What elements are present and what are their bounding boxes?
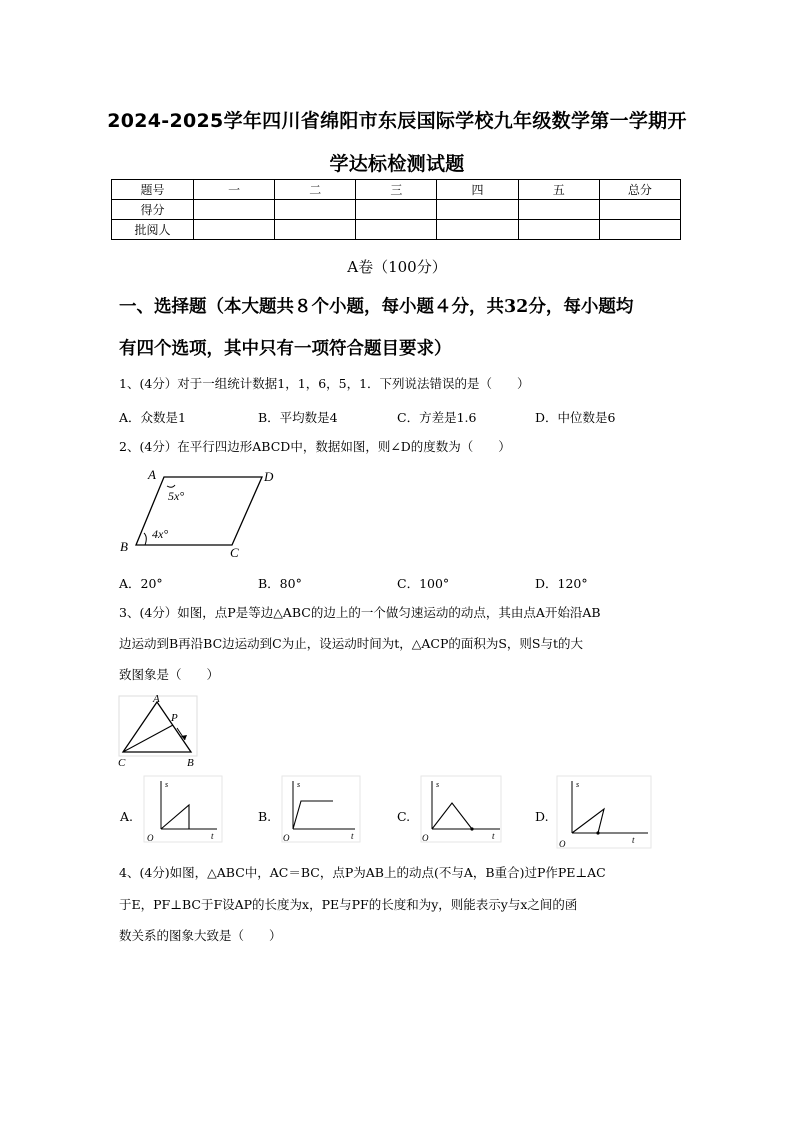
q1-stem: 1、(4分）对于一组统计数据1，1，6，5，1．下列说法错误的是（ ） <box>119 376 530 391</box>
score-cell <box>356 200 437 220</box>
header-cell: 三 <box>356 180 437 200</box>
q1-option-c: C．方差是1.6 <box>397 410 477 425</box>
vertex-c-label: C <box>118 757 126 769</box>
graph-frame <box>282 776 360 842</box>
graph-c-curve <box>432 803 472 829</box>
vertex-b-label: B <box>187 757 194 769</box>
t-label: t <box>492 831 495 841</box>
parallelogram-figure <box>112 465 282 560</box>
graph-a <box>143 775 225 845</box>
t-label: t <box>211 831 214 841</box>
s-label: s <box>576 780 580 789</box>
vertex-d-label: D <box>264 469 274 484</box>
q3-option-b-label: B. <box>258 809 272 824</box>
graph-c <box>420 775 504 845</box>
q3-option-a-label: A. <box>120 809 134 824</box>
origin-label: O <box>422 833 429 843</box>
graph-frame <box>557 776 651 848</box>
end-point <box>596 831 599 834</box>
q4-line-3: 数关系的图象大致是（ ） <box>119 928 282 943</box>
q2-option-b: B．80° <box>258 576 302 591</box>
triangle-figure <box>117 694 201 770</box>
score-cell <box>599 200 680 220</box>
graph-b <box>281 775 363 845</box>
reviewer-cell <box>518 220 599 240</box>
header-cell: 总分 <box>599 180 680 200</box>
q2-option-a: A．20° <box>119 576 163 591</box>
angle-a-label: 5x° <box>168 489 185 503</box>
q2-option-d: D．120° <box>535 576 588 591</box>
point-p-label: P <box>171 712 178 724</box>
angle-arc-b <box>144 533 146 545</box>
graph-frame <box>421 776 501 842</box>
reviewer-cell <box>194 220 275 240</box>
q1-option-a: A．众数是1 <box>119 410 186 425</box>
row-label: 批阅人 <box>112 220 194 240</box>
header-cell: 一 <box>194 180 275 200</box>
score-cell <box>275 200 356 220</box>
q3-line-1: 3、(4分）如图，点P是等边△ABC的边上的一个做匀速运动的动点，其由点A开始沿AB <box>119 605 601 620</box>
s-label: s <box>165 780 169 789</box>
score-cell <box>194 200 275 220</box>
header-cell: 四 <box>437 180 518 200</box>
reviewer-cell <box>275 220 356 240</box>
t-label: t <box>351 831 354 841</box>
title-line-2: 学达标检测试题 <box>329 153 465 175</box>
q3-line-3: 致图象是（ ） <box>119 667 220 682</box>
q3-option-d-label: D. <box>535 809 549 824</box>
reviewer-cell <box>437 220 518 240</box>
vertex-a-label: A <box>148 467 156 482</box>
q2-stem: 2、(4分）在平行四边形ABCD中，数据如图，则∠D的度数为（ ） <box>119 439 511 454</box>
graph-a-curve <box>161 805 189 829</box>
t-label: t <box>632 835 635 845</box>
header-cell: 题号 <box>112 180 194 200</box>
vertex-b-label: B <box>120 539 128 554</box>
reviewer-row <box>112 220 681 240</box>
score-cell <box>437 200 518 220</box>
s-label: s <box>297 780 301 789</box>
q3-option-c-label: C. <box>397 809 411 824</box>
angle-arc-a <box>167 485 175 487</box>
q2-option-c: C．100° <box>397 576 450 591</box>
header-cell: 二 <box>275 180 356 200</box>
origin-label: O <box>559 839 566 849</box>
score-row <box>112 200 681 220</box>
score-table-header-row <box>112 180 681 200</box>
origin-label: O <box>283 833 290 843</box>
equilateral-triangle <box>123 702 191 752</box>
segment-cp <box>123 725 173 752</box>
graph-d-curve <box>572 809 604 833</box>
vertex-a-label: A <box>153 694 160 705</box>
reviewer-cell <box>356 220 437 240</box>
s-label: s <box>436 780 440 789</box>
row-label: 得分 <box>112 200 194 220</box>
q1-option-d: D．中位数是6 <box>535 410 616 425</box>
part1-heading-line-2: 有四个选项，其中只有一项符合题目要求） <box>119 339 452 359</box>
section-a-heading: A卷（100分） <box>347 258 447 276</box>
q4-line-2: 于E，PF⊥BC于F设AP的长度为x，PE与PF的长度和为y，则能表示y与x之间的函 <box>119 897 578 912</box>
q1-option-b: B．平均数是4 <box>258 410 338 425</box>
reviewer-cell <box>599 220 680 240</box>
graph-d <box>556 775 654 855</box>
graph-b-curve <box>293 801 333 829</box>
angle-b-label: 4x° <box>152 527 169 541</box>
title-line-1: 2024-2025学年四川省绵阳市东辰国际学校九年级数学第一学期开 <box>107 110 687 132</box>
end-point <box>470 827 473 830</box>
header-cell: 五 <box>518 180 599 200</box>
origin-label: O <box>147 833 154 843</box>
q4-line-1: 4、(4分)如图，△ABC中，AC＝BC，点P为AB上的动点(不与A，B重合)过P作PE⊥AC <box>119 865 606 880</box>
q3-line-2: 边运动到B再沿BC边运动到C为止，设运动时间为t，△ACP的面积为S，则S与t的大 <box>119 636 584 651</box>
figure-frame <box>119 696 197 756</box>
vertex-c-label: C <box>230 545 239 560</box>
score-cell <box>518 200 599 220</box>
part1-heading-line-1: 一、选择题（本大题共８个小题，每小题４分，共32分，每小题均 <box>119 297 634 317</box>
score-table <box>111 179 681 240</box>
